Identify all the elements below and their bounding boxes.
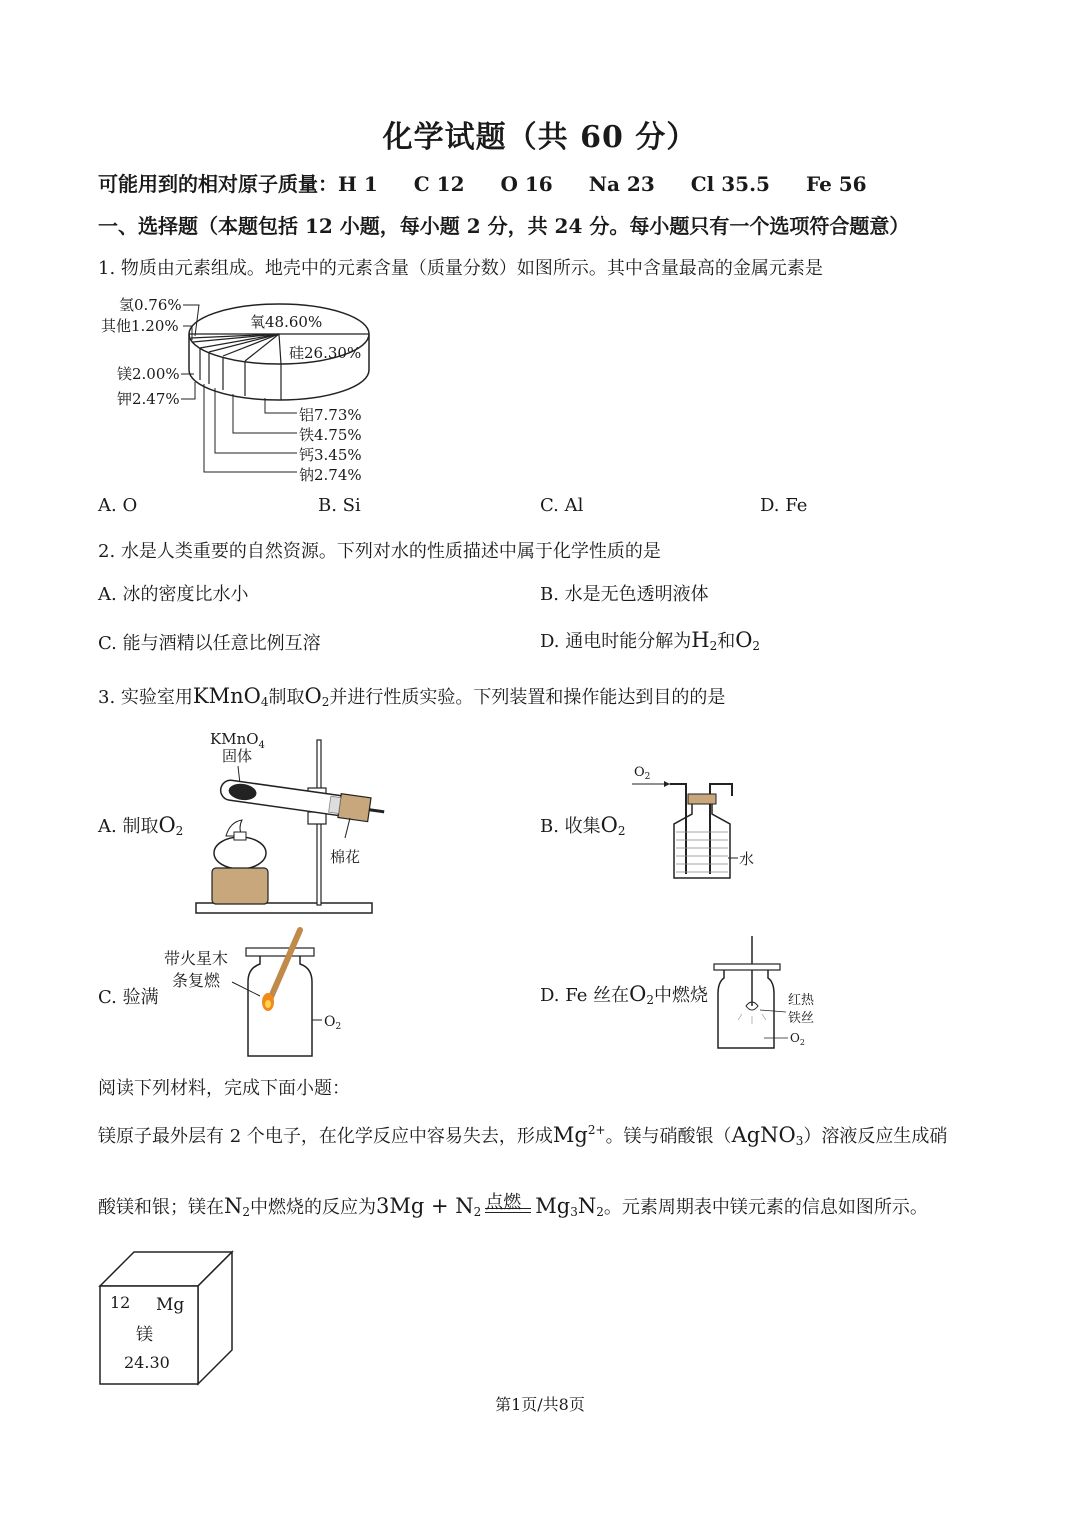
flame-core (265, 1000, 271, 1008)
fig-d-line2: 铁丝 (788, 1011, 815, 1026)
q3-stem: 3. 实验室用KMnO$_4$制取$O_2$并进行性质实验。下列装置和操作能达到目的的是 (98, 684, 726, 709)
q1-option-c: C. Al (540, 495, 584, 516)
element-symbol: Mg (156, 1295, 185, 1315)
mass-o: O 16 (500, 172, 553, 196)
gas-bottle (674, 804, 730, 878)
fig-c-line2: 条复燃 (172, 971, 221, 990)
q2-option-a: A. 冰的密度比水小 (98, 584, 249, 605)
water-lines (676, 832, 728, 872)
page-footer: 第1页/共8页 (495, 1395, 585, 1414)
figure-a-apparatus (190, 728, 400, 920)
q3-option-d: D. Fe 丝在$O_2$中燃烧 (540, 982, 708, 1007)
label-aluminum: 铝7.73% (299, 406, 362, 424)
leader-calcium (215, 388, 297, 453)
fig-c-gas: $O_2$ (324, 1014, 342, 1032)
fig-d-gas: $O_2$ (790, 1031, 805, 1047)
burner-block (212, 868, 268, 904)
label-hydrogen: 氢0.76% (119, 296, 182, 314)
section-heading: 一、选择题（本题包括 12 小题，每小题 2 分，共 24 分。每小题只有一个选项符合题意） (98, 214, 910, 238)
mass-c: C 12 (413, 172, 465, 196)
label-iron: 铁4.75% (299, 426, 362, 444)
fig-b-water: 水 (739, 850, 755, 868)
atomic-number: 12 (110, 1293, 131, 1312)
fig-c-leader (232, 982, 260, 996)
atomic-mass: 24.30 (124, 1353, 170, 1372)
atomic-mass-line (98, 168, 903, 197)
label-silicon: 硅26.30% (289, 344, 362, 362)
atomic-mass-label: 可能用到的相对原子质量： (98, 172, 338, 196)
wood-splint (268, 930, 300, 1004)
label-sodium: 钠2.74% (299, 466, 362, 484)
label-other: 其他1.20% (101, 317, 179, 335)
stopper (338, 794, 371, 822)
figure-d-iron-wire (708, 932, 838, 1054)
q3-option-b: B. 收集$O_2$ (540, 813, 626, 838)
reading-line2: 酸镁和银；镁在$N_2$中燃烧的反应为$3Mg + N_2$ 点燃 $Mg_3N_2$。元素周期表中镁元素的信息如图所示。 (98, 1192, 928, 1219)
figure-b-collection (628, 762, 768, 886)
label-potassium: 钾2.47% (117, 390, 180, 408)
wire-leader (760, 1010, 786, 1012)
burner-bowl (214, 837, 266, 869)
q3-option-a: A. 制取$O_2$ (98, 813, 184, 838)
q3-option-c: C. 验满 (98, 987, 159, 1008)
q2-stem: 2. 水是人类重要的自然资源。下列对水的性质描述中属于化学性质的是 (98, 541, 661, 562)
q1-option-d: D. Fe (760, 495, 808, 516)
element-name: 镁 (136, 1325, 153, 1345)
reading-line1: 镁原子最外层有 2 个电子，在化学反应中容易失去，形成$Mg^{2+}$。镁与硝酸银（AgNO$_3$）溶液反应生成硝 (98, 1123, 948, 1148)
bottle-stopper (688, 794, 716, 804)
fig-a-reagent: KMnO$_4$ (210, 730, 265, 751)
reading-intro: 阅读下列材料，完成下面小题： (98, 1078, 350, 1099)
glass-plate (246, 948, 314, 956)
label-oxygen: 氧48.60% (250, 313, 323, 331)
cotton (329, 796, 341, 813)
q2-option-b: B. 水是无色透明液体 (540, 584, 709, 605)
reaction-condition: 点燃 (485, 1212, 531, 1213)
label-magnesium: 镁2.00% (117, 365, 180, 383)
mg-element-card (96, 1248, 236, 1388)
label-calcium: 钙3.45% (299, 446, 362, 464)
leader-potassium (181, 382, 195, 399)
q2-option-c: C. 能与酒精以任意比例互溶 (98, 633, 321, 654)
cover-plate (714, 964, 780, 970)
fig-a-cotton: 棉花 (330, 848, 361, 866)
q1-option-b: B. Si (318, 495, 361, 516)
delivery-tube (369, 810, 384, 812)
cotton-leader (345, 818, 350, 838)
fig-c-line1: 带火星木 (164, 949, 229, 968)
wick (234, 832, 246, 840)
q2-option-d: D. 通电时能分解为$H_2$和$O_2$ (540, 628, 761, 653)
inlet-tube (670, 784, 686, 874)
crust-pie-figure (95, 286, 395, 490)
sparks (738, 1014, 766, 1024)
q1-option-a: A. O (98, 495, 138, 516)
figure-c-splint (160, 924, 360, 1062)
fig-a-solid: 固体 (222, 747, 253, 765)
page-title: 化学试题（共 60 分） (382, 120, 698, 155)
q1-stem: 1. 物质由元素组成。地壳中的元素含量（质量分数）如图所示。其中含量最高的金属元素是 (98, 258, 823, 279)
fig-d-line1: 红热 (788, 993, 815, 1008)
mass-h: H 1 (338, 172, 378, 196)
mass-cl: Cl 35.5 (690, 172, 770, 196)
bottle-d (718, 970, 774, 1048)
fig-b-gas: $O_2$ (634, 765, 651, 782)
leader-sodium (204, 384, 297, 472)
mass-fe: Fe 56 (805, 172, 867, 196)
arrow-head (664, 781, 670, 787)
mass-na: Na 23 (588, 172, 655, 196)
test-tube (219, 777, 386, 824)
